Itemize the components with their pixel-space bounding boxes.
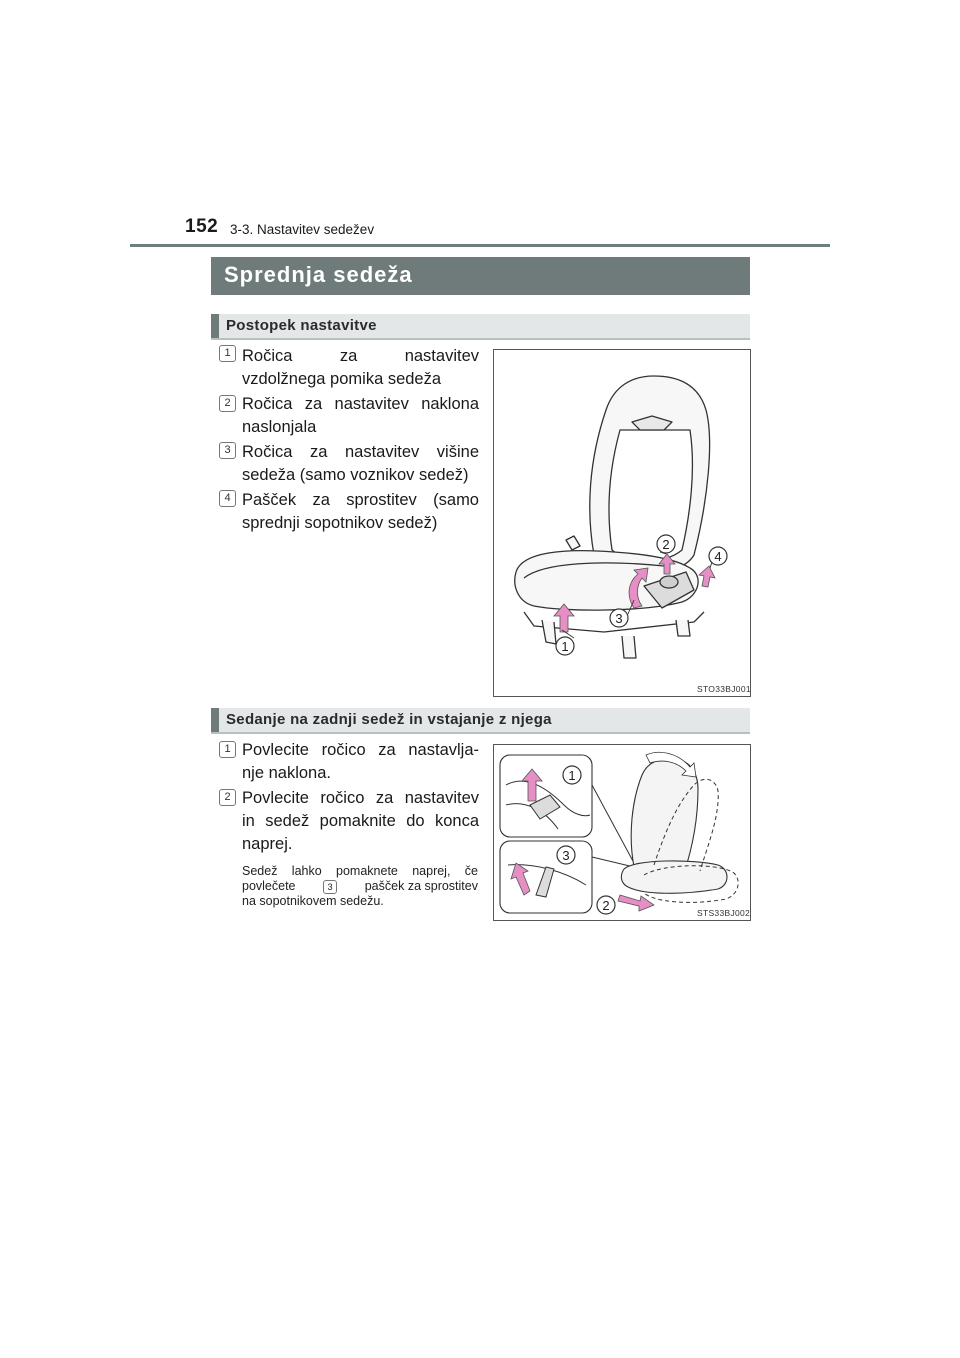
arrow-release bbox=[699, 566, 715, 587]
item-number-box: 1 bbox=[219, 345, 236, 362]
section2-header bbox=[211, 708, 750, 734]
callout-label-2: 2 bbox=[602, 898, 610, 913]
section2-accent bbox=[211, 708, 219, 732]
recline-lever bbox=[660, 576, 678, 588]
callout-label-3: 3 bbox=[615, 611, 623, 626]
item-number-box: 2 bbox=[219, 395, 236, 412]
seat-adjustment-figure bbox=[493, 349, 751, 697]
callout-label-3: 3 bbox=[562, 848, 570, 863]
inset-recline-lever bbox=[500, 755, 592, 837]
note-text: Sedež lahko pomaknete naprej, če povlečete 3 pašček za sprostitev na sopotnikovem sedežu. bbox=[242, 864, 478, 908]
item-number-box: 2 bbox=[219, 789, 236, 806]
leader-line-2 bbox=[592, 857, 634, 867]
item-text: Ročica za nastavitev vzdolžnega pomika sedeža bbox=[242, 347, 479, 388]
arrow-slide-forward bbox=[618, 895, 654, 911]
backrest-panel bbox=[609, 430, 692, 561]
section1-accent bbox=[211, 314, 219, 338]
section2-title: Sedanje na zadnji sedež in vstajanje z njega bbox=[226, 711, 552, 728]
rail-leg-front bbox=[542, 620, 556, 644]
main-title-banner bbox=[211, 257, 750, 295]
callout-label-1: 1 bbox=[561, 639, 569, 654]
item-text: Ročica za nastavitev naklona naslonjala bbox=[242, 395, 479, 436]
rear-access-figure bbox=[493, 744, 751, 921]
rail-leg-side bbox=[676, 620, 690, 636]
rear-seat-cushion bbox=[621, 861, 727, 893]
item-text: Ročica za nastavitev višine sedeža (samo voznikov sedež) bbox=[242, 443, 479, 484]
callout-label-2: 2 bbox=[662, 537, 670, 552]
item-text: Povlecite ročico za nastavitev in sedež pomaknite do konca naprej. bbox=[242, 789, 479, 853]
section1-title: Postopek nastavitve bbox=[226, 317, 377, 334]
page-number: 152 bbox=[185, 216, 219, 237]
seat-belt-buckle bbox=[566, 536, 580, 550]
section-breadcrumb: 3-3. Nastavitev sedežev bbox=[230, 222, 375, 237]
callout-label-4: 4 bbox=[714, 549, 722, 564]
callout-label-1: 1 bbox=[568, 768, 576, 783]
seat-illustration bbox=[494, 350, 750, 696]
rear-access-illustration bbox=[494, 745, 750, 920]
section1-header bbox=[211, 314, 750, 340]
main-title: Sprednja sedeža bbox=[224, 262, 413, 287]
rail-leg-rear bbox=[622, 636, 636, 658]
item-text: Pašček za sprostitev (samo sprednji sopotnikov sedež) bbox=[242, 491, 479, 532]
item-text: Povlecite ročico za nastavlja- nje naklona. bbox=[242, 741, 479, 782]
leader-line-1 bbox=[592, 785, 634, 863]
item-number-box: 4 bbox=[219, 490, 236, 507]
item-number-box: 1 bbox=[219, 741, 236, 758]
figure-code: STO33BJ001 bbox=[697, 684, 751, 694]
figure-code: STS33BJ002 bbox=[697, 908, 751, 918]
inline-number-box: 3 bbox=[323, 880, 337, 894]
item-number-box: 3 bbox=[219, 442, 236, 459]
header-divider bbox=[130, 244, 830, 247]
